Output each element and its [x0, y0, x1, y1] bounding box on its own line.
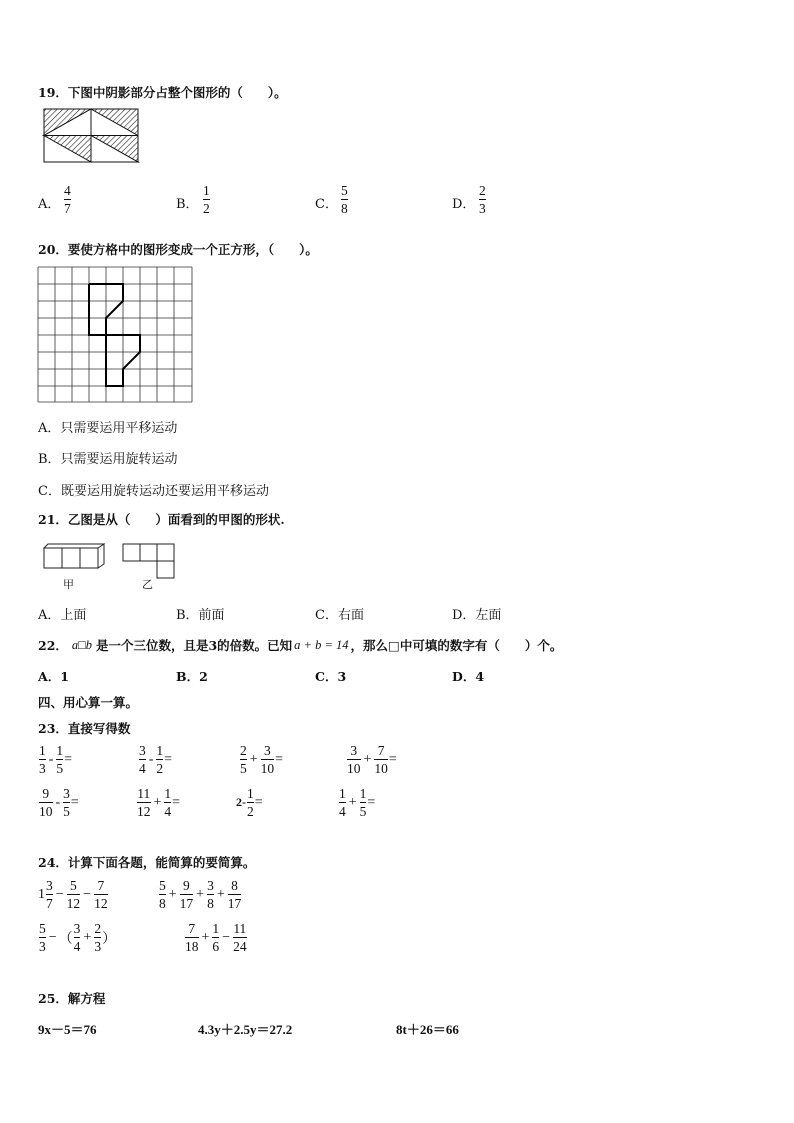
q21-stem: 21．乙图是从（ ）面看到的甲图的形状. — [38, 512, 285, 527]
q19-stem: 19．下图中阴影部分占整个图形的（ ）。 — [38, 85, 287, 100]
q22-option-a: A．1 — [38, 669, 69, 684]
q23-item-6: $\frac{11}{12}$ + $\frac{1}{4}$ = — [137, 786, 181, 819]
q23-item-1: $\frac{1}{3}$ - $\frac{1}{5}$ = — [39, 743, 73, 776]
q23-item-4: $\frac{3}{10}$ + $\frac{7}{10}$ = — [347, 743, 397, 776]
q25-stem: 25．解方程 — [38, 991, 106, 1006]
q20-stem: 20．要使方格中的图形变成一个正方形，（ ）。 — [38, 242, 318, 257]
q22-stem — [38, 636, 562, 654]
q21-option-b: B．前面 — [176, 608, 225, 623]
q19-option-b-letter: B． — [176, 197, 199, 212]
q21-option-c: C．右面 — [315, 608, 364, 623]
q20-option-a: A．只需要运用平移运动 — [38, 421, 178, 436]
q19-option-c-fraction: 5 8 — [341, 183, 348, 216]
q20-grid-figure — [37, 265, 197, 405]
q19-option-d-fraction: 2 3 — [479, 183, 486, 216]
q24-stem: 24．计算下面各题，能简算的要简算。 — [38, 855, 256, 870]
q24-item-4: $\frac{7}{18}$ + $\frac{1}{6}$ − $\frac{11}{24}$ — [185, 921, 247, 954]
q23-item-3: $\frac{2}{5}$ + $\frac{3}{10}$ = — [240, 743, 284, 776]
q23-item-2: $\frac{3}{4}$ - $\frac{1}{2}$ = — [139, 743, 173, 776]
q23-stem: 23．直接写得数 — [38, 721, 131, 736]
q19-option-c-letter: C． — [315, 197, 338, 212]
q21-figure-yi — [121, 542, 181, 580]
q19-option-a-fraction: 4 7 — [64, 183, 71, 216]
q25-equation-2: 4.3y＋2.5y＝27.2 — [198, 1022, 293, 1037]
q22-expr-sum: a + b = 14 — [294, 637, 349, 652]
q22-expr-a-box-b: a□b — [71, 637, 92, 652]
q20-option-b: B．只需要运用旋转运动 — [38, 452, 178, 467]
section-4-heading: 四、用心算一算。 — [38, 695, 139, 710]
q25-equation-3: 8t＋26＝66 — [396, 1022, 459, 1037]
q22-option-d: D．4 — [452, 669, 485, 684]
q22-stem-mid: 是一个三位数，且是3的倍数。已知 — [95, 638, 293, 653]
q19-option-b-fraction: 1 2 — [203, 183, 210, 216]
q23-item-7: 2- $\frac{1}{2}$ = — [236, 786, 263, 819]
q21-option-d: D．左面 — [452, 608, 502, 623]
q24-item-2: $\frac{5}{8}$ + $\frac{9}{17}$ + $\frac{3}{8}$ + $\frac{8}{17}$ — [159, 878, 242, 911]
q19-option-d-letter: D． — [452, 197, 476, 212]
q21-figure-jia — [42, 542, 112, 574]
q21-label-yi: 乙 — [142, 578, 153, 591]
q21-option-a: A．上面 — [38, 608, 87, 623]
q23-item-8: $\frac{1}{4}$ + $\frac{1}{5}$ = — [339, 786, 376, 819]
q19-option-a-letter: A． — [38, 197, 61, 212]
q24-item-1: 1 $\frac{3}{7}$ − $\frac{5}{12}$ − $\frac{7}{12}$ — [38, 878, 108, 911]
q20-option-c: C．既要运用旋转运动还要运用平移运动 — [38, 484, 269, 499]
q25-equation-1: 9x－5＝76 — [38, 1022, 97, 1037]
q23-item-5: $\frac{9}{10}$ - $\frac{3}{5}$ = — [39, 786, 79, 819]
q24-item-3: $\frac{5}{3}$ − （ $\frac{3}{4}$ + $\frac{2}{3}$ ） — [39, 921, 117, 954]
q22-stem-post: ，那么□中可填的数字有（ ）个。 — [350, 638, 563, 653]
q19-figure — [42, 107, 142, 167]
q22-option-b: B．2 — [176, 669, 208, 684]
q22-stem-pre: 22． — [38, 638, 68, 653]
q22-option-c: C．3 — [315, 669, 347, 684]
q21-label-jia: 甲 — [63, 578, 74, 591]
